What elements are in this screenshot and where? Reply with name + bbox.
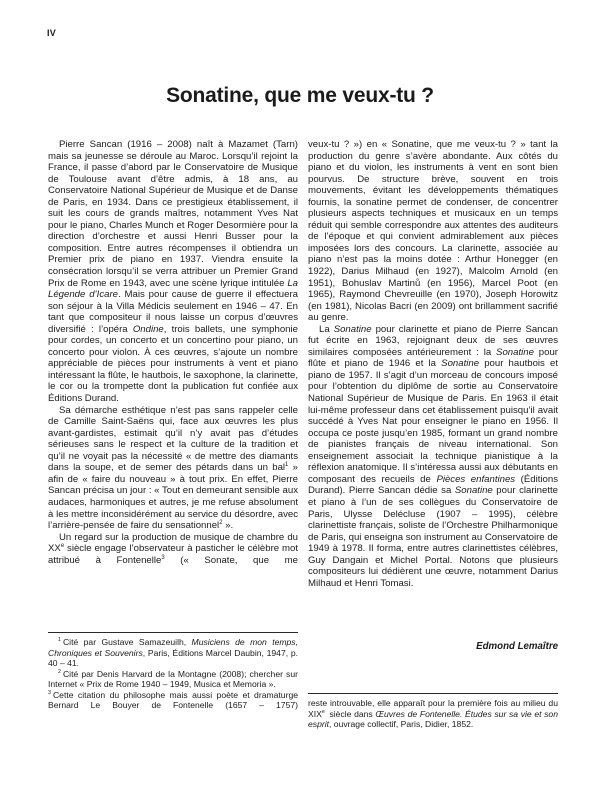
footnote-1-text: Cité par Gustave Samazeuilh, Musiciens de mon temps, Chroniques et Souvenirs, Paris, Éditions Marcel Daubin, 1947, p. 40 – 41. — [48, 637, 298, 668]
footnote-2-text: Cité par Denis Harvard de la Montagne (2008); chercher sur Internet « Prix de Rome 1940 – 1949, Musica et Memoria ». — [48, 668, 298, 689]
footnote-1 — [48, 637, 298, 669]
paragraph-sonatine-genre: veux-tu ? ») en « Sonatine, que me veux-tu ? » tant la production du genre s’avère abondante. Aux côtés du piano et du violon, les instruments à vent en sont bien pourvus. De structure brève, souvent en trois mouvements, évitant les développements thématiques fournis, la sonatine permet de condenser, de concentrer plusieurs aspects techniques et musicaux en un temps réduit qui semble correspondre aux attentes des auditeurs de l’époque et qui convient admirablement aux pièces imposées lors des concours. La clarinette, associée au piano n’est pas la moins dotée : Arthur Honegger (en 1922), Darius Milhaud (en 1927), Malcolm Arnold (en 1951), Bohuslav Martinů (en 1956), Marcel Poot (en 1965), Raymond Chevreuille (en 1970), Joseph Horowitz (en 1981), Nicolas Bacri (en 2009) ont brillamment sacrifié au genre. — [308, 139, 558, 324]
footnote-1-marker: 1 — [58, 637, 61, 644]
footnote-3-continuation — [308, 698, 558, 730]
footnote-continuation-section — [308, 693, 558, 730]
footnote-3-marker: 3 — [48, 689, 51, 696]
left-column — [48, 139, 298, 632]
footnote-2 — [48, 669, 298, 690]
footnotes-section — [48, 632, 298, 711]
author-signature: Edmond Lemaître — [476, 641, 558, 652]
right-column — [308, 139, 558, 631]
footnote-3 — [48, 690, 298, 711]
footnote-2-marker: 2 — [58, 668, 61, 675]
footnote-3-continuation-text: reste introuvable, elle apparaît pour la première fois au milieu du XIXe siècle dans Œuvres de Fontenelle. Études sur sa vie et son esprit, ouvrage collectif, Paris, Didier, 1852. — [308, 698, 558, 729]
paragraph-bio: Pierre Sancan (1916 – 2008) naît à Mazamet (Tarn) mais sa jeunesse se déroule au Maroc. Lorsqu’il rejoint la France, il passe d’abord par le Conservatoire de Musique de Toulouse avant d’être admis, à 18 ans, au Conservatoire National Supérieur de Musique et de Danse de Paris, en 1934. Dans ce prestigieux établissement, il suit les cours de grands maîtres, notamment Yves Nat pour le piano, Charles Munch et Roger Desormière pour la direction d’orchestre et aussi Henri Busser pour la composition. Entre autres récompenses il obtiendra un Premier prix de piano en 1937. Viendra ensuite la consécration lorsqu’il se verra attribuer un Premier Grand Prix de Rome en 1943, avec une scène lyrique intitulée La Légende d’Icare. Mais pour cause de guerre il effectuera son séjour à la Villa Médicis seulement en 1946 – 47. En tant que compositeur il nous laisse un corpus d’œuvres diversifié : l’opéra Ondine, trois ballets, une symphonie pour cordes, un concerto et un concertino pour piano, un concerto pour violon. À ces œuvres, s’ajoute un nombre appréciable de pièces pour instruments à vent et piano intéressant la flûte, le hautbois, le saxophone, la clarinette, le cor ou la trompette dont la publication fut confiée aux Éditions Durand. — [48, 139, 298, 405]
page-number: IV — [47, 28, 57, 38]
page-title: Sonatine, que me veux-tu ? — [166, 84, 434, 107]
footnote-3-text: Cette citation du philosophe mais aussi poète et dramaturge Bernard Le Bouyer de Fontenelle (1657 – 1757) — [48, 689, 298, 710]
paragraph-regard: Un regard sur la production de musique de chambre du XXe siècle engage l’observateur à pasticher le célèbre mot attribué à Fontenelle$^3$ (« Sonate, que me — [48, 531, 298, 566]
paragraph-esthetique: Sa démarche esthétique n’est pas sans rappeler celle de Camille Saint-Saëns qui, face aux œuvres les plus avant-gardistes, estimait qu’il n’y avait pas d’études sérieuses sans le respect et la culture de la tradition et qu’il ne voyait pas la nécessité « de mettre des diamants dans la soupe, et de semer des pétards dans un bal$^1$ » afin de « faire du nouveau » à tout prix. En effet, Pierre Sancan précisa un jour : « Tout en demeurant sensible aux audaces, harmoniques et autres, je me refuse absolument à les mettre inconsidérément au service du désordre, avec l’arrière-pensée de faire du sensationnel$^2$ ». — [48, 404, 298, 532]
paragraph-sonatine-sancan: La Sonatine pour clarinette et piano de Pierre Sancan fut écrite en 1963, rejoignant deux de ses œuvres similaires composées antérieurement : la Sonatine pour flûte et piano de 1946 et la Sonatine pour hautbois et piano de 1957. Il s’agit d’un morceau de concours imposé pour l’obtention du diplôme de sortie au Conservatoire National Supérieur de Musique de Paris. En 1963 il était lui-même professeur dans cet établissement puisqu’il avait succédé à Yves Nat pour enseigner le piano en 1956. Il occupa ce poste jusqu’en 1985, formant un grand nombre de pianistes français de niveau international. Son enseignement associait la technique pianistique à la réflexion anatomique. Il s’intéressa aussi aux débutants en composant des recueils de Pièces enfantines (Éditions Durand). Pierre Sancan dédie sa Sonatine pour clarinette et piano à l’un de ses collègues du Conservatoire de Paris, Ulysse Delécluse (1907 – 1995), célèbre clarinettiste français, soliste de l’Orchestre Philharmonique de Paris, qui enseigna son instrument au Conservatoire de 1949 à 1978. Il forma, entre autres clarinettistes célèbres, Guy Dangain et Michel Portal. Notons que plusieurs compositeurs lui dédièrent une œuvre, notamment Darius Milhaud et Henri Tomasi. — [308, 323, 558, 589]
